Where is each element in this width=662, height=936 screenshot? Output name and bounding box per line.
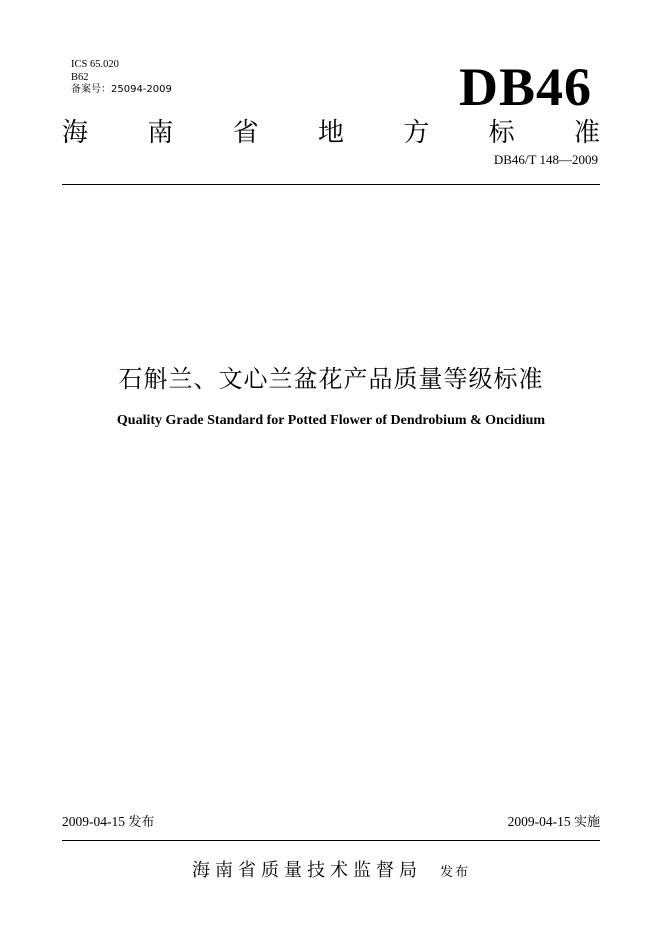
release-date-block — [62, 813, 154, 832]
bottom-divider — [62, 840, 600, 841]
title-english: Quality Grade Standard for Potted Flower of Dendrobium & Oncidium — [116, 413, 546, 428]
ics-code: ICS 65.020 — [71, 59, 119, 70]
standard-number: DB46/T 148—2009 — [493, 152, 598, 167]
standard-type-char: 标 — [488, 118, 515, 148]
classification-block — [71, 59, 172, 97]
implement-label: 实施 — [573, 815, 600, 830]
standard-type-char: 方 — [403, 118, 430, 148]
issue-label: 发布 — [439, 865, 470, 880]
standard-type-char: 准 — [573, 118, 600, 148]
standard-code-logo: DB46 — [458, 57, 592, 117]
implement-date: 2009-04-15 — [507, 814, 571, 829]
standard-type-heading — [62, 116, 600, 150]
standard-type-char: 南 — [147, 118, 174, 148]
implement-date-block — [508, 813, 600, 832]
release-label: 发布 — [128, 815, 155, 830]
title-chinese: 石斛兰、文心兰盆花产品质量等级标准 — [118, 365, 544, 393]
issuer-line — [0, 858, 662, 886]
standard-type-char: 地 — [317, 118, 344, 148]
standard-type-char: 海 — [62, 118, 89, 148]
filing-number: 备案号：25094-2009 — [71, 84, 172, 95]
issuer-name: 海南省质量技术监督局 — [191, 860, 422, 881]
standard-type-char: 省 — [232, 118, 259, 148]
top-divider — [62, 184, 600, 185]
category-code: B62 — [71, 71, 89, 83]
release-date: 2009-04-15 — [62, 814, 125, 829]
